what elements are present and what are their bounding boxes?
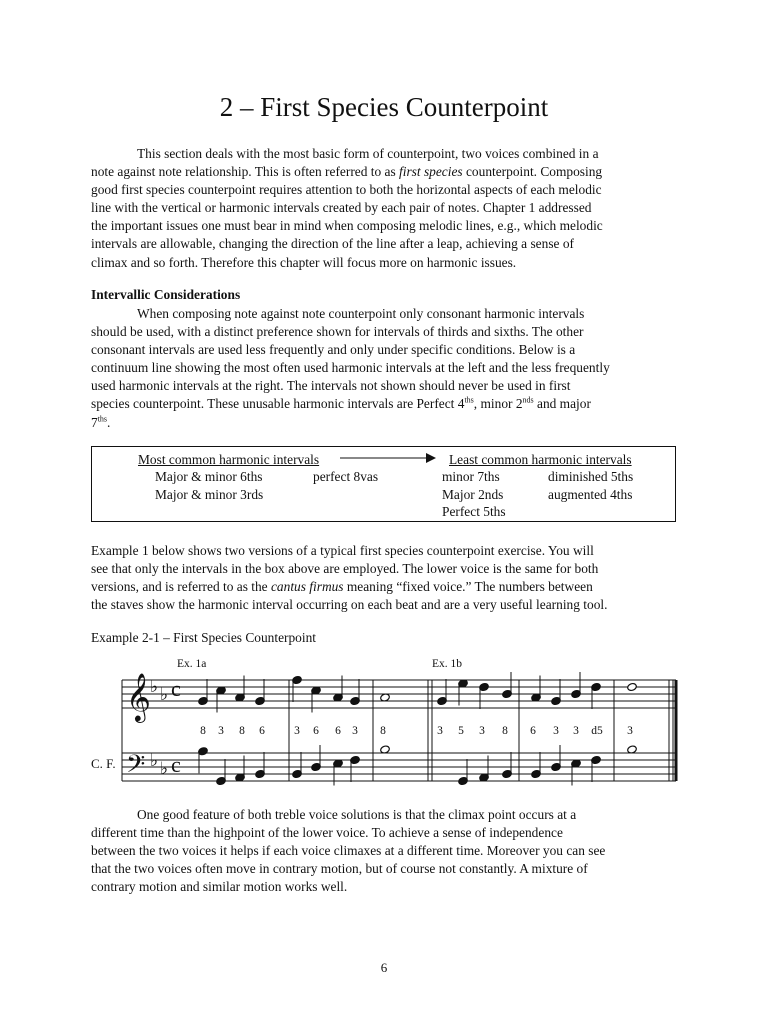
closing-line-2: different time than the highpoint of the lower voice. To achieve a sense of independence (91, 825, 563, 841)
example-line-4: the staves show the harmonic interval occurring on each beat and are a very useful learning tool. (91, 597, 608, 613)
interval-number: 6 (530, 725, 536, 737)
bass-time-signature: c (171, 752, 181, 777)
flat-icon: ♭ (150, 677, 159, 696)
flat-icon: ♭ (150, 751, 159, 770)
closing-line-5: contrary motion and similar motion works well. (91, 879, 348, 895)
flat-icon: ♭ (160, 759, 169, 778)
major-minor-3rds: Major & minor 3rds (155, 487, 264, 502)
treble-clef-icon: 𝄞 (126, 672, 151, 721)
section-line-6: species counterpoint. These unusable harmonic intervals are Perfect $4^{ths}$, minor $2^{nds}$ and major (91, 396, 591, 412)
interval-number: 8 (200, 725, 206, 737)
interval-number: 3 (553, 725, 559, 737)
ex-1a-label: Ex. 1a (177, 658, 207, 670)
flat-icon: ♭ (160, 685, 169, 704)
major-2nds: Major 2nds (442, 487, 504, 502)
interval-number: 8 (380, 725, 386, 737)
section-line-5: used harmonic intervals at the right. The intervals not shown should never be used in first (91, 378, 571, 394)
page-number: 6 (380, 960, 388, 975)
section-line-2: should be used, with a distinct preference shown for intervals of thirds and sixths. The other (91, 324, 584, 340)
major-minor-6ths: Major & minor 6ths (155, 469, 263, 484)
note-head (627, 682, 638, 691)
closing-line-1: One good feature of both treble voice solutions is that the climax point occurs at a (137, 807, 577, 822)
section-line-3: consonant intervals are used less frequently and only under specific conditions. Below is a (91, 342, 576, 358)
section-line-4: continuum line showing the most often used harmonic intervals at the left and the less frequently (91, 360, 610, 376)
section-heading: Intervallic Considerations (91, 287, 241, 302)
example-line-2: see that only the intervals in the box above are employed. The lower voice is the same for both (91, 561, 599, 577)
interval-number: 3 (479, 725, 485, 737)
intro-line-5: the important issues one must bear in mind when composing melodic lines, e.g., which melodic (91, 218, 603, 234)
interval-number: 3 (437, 725, 443, 737)
intro-line-1: This section deals with the most basic form of counterpoint, two voices combined in a (137, 146, 599, 161)
interval-number: 3 (627, 725, 633, 737)
bass-notes (198, 745, 638, 786)
minor-7ths: minor 7ths (442, 469, 500, 484)
most-common-heading: Most common harmonic intervals (138, 452, 320, 467)
closing-line-4: that the two voices often move in contrary motion, but of course not constantly. A mixture of (91, 861, 588, 877)
example-line-3: versions, and is referred to as the cantus firmus meaning “fixed voice.” The numbers between (91, 579, 593, 595)
interval-number: 3 (573, 725, 579, 737)
clefs (126, 672, 151, 785)
closing-paragraph (91, 806, 677, 896)
treble-key-signature (150, 677, 168, 704)
ex-1b-label: Ex. 1b (432, 658, 463, 670)
interval-number: 6 (335, 725, 341, 737)
example-label: Example 2-1 – First Species Counterpoint (91, 630, 317, 645)
interval-number: 5 (458, 725, 464, 737)
interval-number: 6 (313, 725, 319, 737)
least-common-heading: Least common harmonic intervals (449, 452, 632, 467)
closing-line-3: between the two voices it helps if each voice climaxes at a different time. Moreover you can see (91, 843, 606, 859)
interval-number: d5 (591, 725, 603, 737)
interval-number: 3 (218, 725, 224, 737)
page-title: 2 – First Species Counterpoint (219, 92, 549, 122)
example-line-1: Example 1 below shows two versions of a typical first species counterpoint exercise. You will (91, 543, 594, 558)
intro-line-2: note against note relationship. This is often referred to as first species counterpoint. Composing (91, 164, 603, 180)
intro-line-4: line with the vertical or harmonic intervals created by each pair of notes. Chapter 1 addressed (91, 200, 592, 216)
section-line-1: When composing note against note counterpoint only consonant harmonic intervals (137, 306, 585, 321)
bass-clef-icon: 𝄢 (126, 750, 146, 785)
interval-number: 6 (259, 725, 265, 737)
augmented-4ths: augmented 4ths (548, 487, 633, 502)
perfect-5ths: Perfect 5ths (442, 504, 506, 519)
perfect-8vas: perfect 8vas (313, 469, 379, 484)
interval-number: 8 (239, 725, 245, 737)
cantus-firmus-label: C. F. (91, 756, 116, 771)
diminished-5ths: diminished 5ths (548, 469, 634, 484)
treble-time-signature: c (171, 676, 181, 701)
interval-number: 3 (352, 725, 358, 737)
section-line-7: $7^{ths}$. (91, 414, 111, 430)
interval-number: 8 (502, 725, 508, 737)
intro-line-7: climax and so forth. Therefore this chapter will focus more on harmonic issues. (91, 254, 517, 270)
treble-notes (198, 672, 638, 713)
intro-line-6: intervals are allowable, changing the direction of the line after a leap, achieving a sense of (91, 236, 574, 252)
interval-numbers (200, 725, 633, 737)
intro-line-3: good first species counterpoint requires attention to both the horizontal aspects of each melodic (91, 182, 602, 198)
interval-number: 3 (294, 725, 300, 737)
